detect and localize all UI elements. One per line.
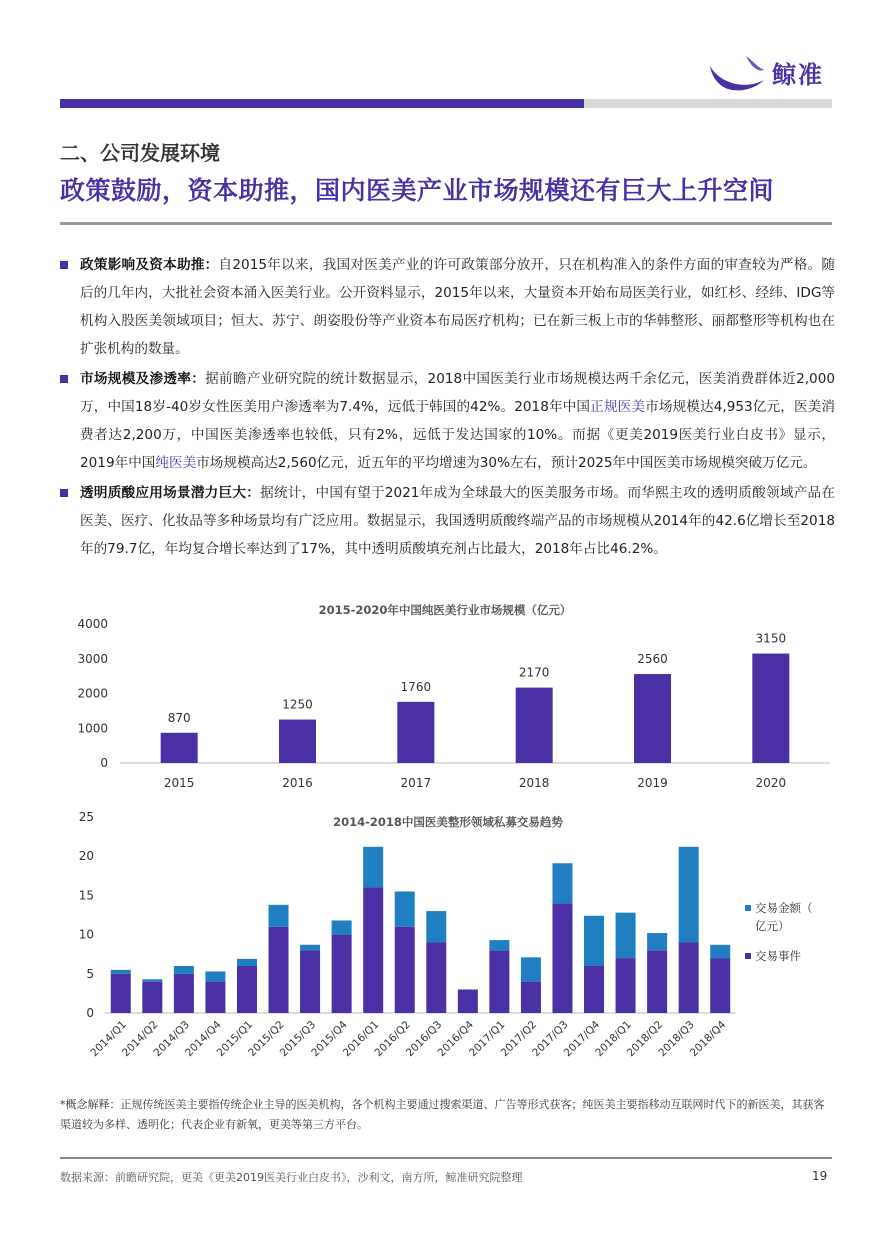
header-progress-bar bbox=[60, 99, 832, 108]
x-tick-label: 2016/Q4 bbox=[435, 1018, 476, 1060]
bar-deal-amount bbox=[395, 891, 415, 926]
bullet-square-icon bbox=[60, 375, 68, 383]
bar-deal-count bbox=[395, 927, 415, 1013]
page-headline: 政策鼓励，资本助推，国内医美产业市场规模还有巨大上升空间 bbox=[60, 176, 775, 205]
bar-deal-amount bbox=[205, 971, 225, 981]
x-tick-label: 2016/Q1 bbox=[340, 1018, 382, 1060]
x-tick-label: 2017/Q2 bbox=[498, 1018, 540, 1060]
bar-deal-amount bbox=[584, 916, 604, 966]
x-tick-label: 2017/Q4 bbox=[561, 1018, 603, 1060]
x-tick-label: 2018/Q2 bbox=[624, 1018, 666, 1060]
bar-deal-amount bbox=[521, 957, 541, 981]
bar-deal-count bbox=[616, 958, 636, 1013]
whale-icon bbox=[706, 50, 770, 94]
bar-deal-amount bbox=[552, 863, 572, 903]
bar-deal-count bbox=[300, 950, 320, 1013]
x-tick-label: 2014/Q3 bbox=[151, 1018, 192, 1060]
y-tick-label: 0 bbox=[100, 756, 108, 770]
bar-deal-count bbox=[458, 989, 478, 1013]
bar-deal-amount bbox=[489, 940, 509, 950]
x-tick-label: 2018 bbox=[518, 776, 550, 790]
bar-deal-count bbox=[174, 974, 194, 1013]
bar-deal-amount bbox=[426, 911, 446, 942]
x-tick-label: 2017/Q1 bbox=[467, 1018, 508, 1060]
bullet-text: 自2015年以来，我国对医美产业的许可政策部分放开，只在机构准入的条件方面的审查较为严格。随后的几年内，大批社会资本涌入医美行业。公开资料显示，2015年以来，大量资本开始布局医美行业，如红杉、经纬、IDG等机构入股医美领域项目；恒大、苏宁、朗姿股份等产业资本布局医疗机构；已在新三板上市的华韩整形、丽都整形等机构也在扩张机构的数量。 bbox=[80, 257, 836, 357]
legend-label-count: 交易事件 bbox=[755, 949, 801, 963]
bar-deal-amount bbox=[647, 933, 667, 950]
bar-deal-count bbox=[269, 927, 289, 1013]
bar-deal-amount bbox=[679, 847, 699, 943]
x-tick-label: 2017 bbox=[400, 776, 432, 790]
bar-deal-count bbox=[332, 935, 352, 1013]
bullet-text: 据前瞻产业研究院的统计数据显示，2018中国医美行业市场规模达两千余亿元，医美消费群体近2,000万，中国18岁-40岁女性医美用户渗透率为7.4%，远低于韩国的42%。2018年中国 bbox=[80, 371, 836, 415]
data-label: 1760 bbox=[400, 679, 432, 694]
bullet-list bbox=[60, 251, 835, 565]
bar-deal-amount bbox=[616, 913, 636, 958]
x-tick-label: 2020 bbox=[755, 776, 787, 790]
data-label: 2560 bbox=[637, 652, 668, 667]
bar bbox=[634, 674, 671, 763]
bar bbox=[279, 720, 316, 763]
y-tick-label: 10 bbox=[78, 927, 94, 942]
legend-label-amount-cont: 亿元） bbox=[755, 919, 790, 933]
bullet-market-size bbox=[60, 365, 835, 477]
y-tick-label: 25 bbox=[78, 810, 94, 824]
bar-deal-amount bbox=[111, 970, 131, 974]
bullet-text: 据统计，中国有望于2021年成为全球最大的医美服务市场。而华熙主攻的透明质酸领域产品在医美、医疗、化妆品等多种场景均有广泛应用。数据显示，我国透明质酸终端产品的市场规模从2014年的42.6亿增长至2018年的79.7亿，年均复合增长率达到了17%，其中透明质酸填充剂占比最大，2018年占比46.2%。 bbox=[80, 485, 836, 557]
bar-deal-count bbox=[363, 888, 383, 1013]
bar-deal-count bbox=[426, 942, 446, 1013]
y-tick-label: 0 bbox=[86, 1006, 94, 1020]
market-size-chart bbox=[60, 598, 835, 798]
x-tick-label: 2015 bbox=[163, 776, 195, 790]
highlight-term: 正规医美 bbox=[590, 399, 646, 415]
bar-deal-count bbox=[647, 950, 667, 1013]
bar-deal-count bbox=[552, 903, 572, 1013]
y-tick-label: 1000 bbox=[77, 721, 108, 736]
bar-deal-count bbox=[111, 974, 131, 1013]
bullet-square-icon bbox=[60, 261, 68, 269]
page-number: 19 bbox=[812, 1169, 828, 1183]
y-tick-label: 5 bbox=[86, 966, 94, 981]
bullet-hyaluronic bbox=[60, 479, 835, 563]
bar-deal-amount bbox=[300, 945, 320, 950]
bar-deal-amount bbox=[269, 905, 289, 927]
x-tick-label: 2015/Q4 bbox=[309, 1018, 350, 1060]
chart-title: 2015-2020年中国纯医美行业市场规模（亿元） bbox=[318, 603, 572, 617]
bar bbox=[161, 733, 198, 763]
bar-deal-count bbox=[584, 966, 604, 1013]
bar bbox=[516, 688, 553, 763]
legend-swatch-amount bbox=[745, 905, 751, 911]
bullet-text: 市场规模高达2,560亿元，近五年的平均增速为30%左右，预计2025年中国医美市场规模突破万亿元。 bbox=[196, 455, 817, 471]
x-tick-label: 2015/Q2 bbox=[246, 1018, 287, 1060]
data-label: 870 bbox=[167, 710, 191, 725]
bar-deal-count bbox=[489, 950, 509, 1013]
x-tick-label: 2019 bbox=[637, 776, 668, 790]
bar-deal-amount bbox=[237, 959, 257, 966]
chart-title: 2014-2018中国医美整形领域私募交易趋势 bbox=[333, 815, 563, 829]
x-tick-label: 2017/Q3 bbox=[530, 1018, 571, 1060]
x-tick-label: 2015/Q1 bbox=[214, 1018, 256, 1060]
x-tick-label: 2014/Q1 bbox=[88, 1018, 129, 1060]
footnote: *概念解释：正规传统医美主要指传统企业主导的医美机构，各个机构主要通过搜索渠道、广告等形式获客；纯医美主要指移动互联网时代下的新医美，其获客渠道较为多样、透明化；代表企业有新氧，更美等第三方平台。 bbox=[60, 1098, 825, 1131]
legend-label-amount: 交易金额（ bbox=[755, 901, 813, 915]
bar-deal-count bbox=[142, 982, 162, 1013]
x-tick-label: 2015/Q3 bbox=[277, 1018, 319, 1060]
brand-logo bbox=[706, 50, 836, 94]
legend-swatch-count bbox=[745, 953, 751, 959]
bar-deal-count bbox=[205, 982, 225, 1013]
brand-name: 鲸准 bbox=[772, 60, 824, 89]
bullet-title: 市场规模及渗透率： bbox=[80, 371, 206, 387]
bullet-title: 透明质酸应用场景潜力巨大： bbox=[80, 485, 261, 501]
highlight-term: 纯医美 bbox=[155, 455, 197, 471]
bullet-title: 政策影响及资本助推： bbox=[80, 257, 219, 273]
x-tick-label: 2016 bbox=[282, 776, 313, 790]
bullet-square-icon bbox=[60, 489, 68, 497]
y-tick-label: 3000 bbox=[77, 651, 108, 666]
bar-deal-amount bbox=[710, 945, 730, 958]
y-tick-label: 2000 bbox=[77, 686, 108, 701]
x-tick-label: 2014/Q2 bbox=[119, 1018, 161, 1060]
deal-trend-chart bbox=[60, 808, 835, 1078]
y-tick-label: 15 bbox=[78, 888, 94, 903]
bar-deal-amount bbox=[363, 847, 383, 888]
headline-divider bbox=[60, 222, 832, 225]
data-source: 数据来源：前瞻研究院，更美《更美2019医美行业白皮书》，沙利文，南方所，鲸准研究院整理 bbox=[60, 1171, 523, 1184]
footer-divider bbox=[60, 1157, 832, 1159]
y-tick-label: 20 bbox=[78, 849, 94, 864]
bar-deal-amount bbox=[142, 979, 162, 981]
bar-deal-count bbox=[237, 966, 257, 1013]
data-label: 1250 bbox=[282, 697, 313, 712]
bar-deal-count bbox=[679, 942, 699, 1013]
bar-deal-amount bbox=[332, 920, 352, 934]
bar bbox=[752, 654, 789, 763]
data-label: 2170 bbox=[518, 665, 550, 680]
bar-deal-amount bbox=[174, 966, 194, 974]
x-tick-label: 2014/Q4 bbox=[183, 1018, 224, 1060]
x-tick-label: 2018/Q4 bbox=[687, 1018, 729, 1060]
x-tick-label: 2016/Q2 bbox=[372, 1018, 413, 1060]
bullet-text: 市场规模达4,953亿元，医美消费者达2,200万，中国医美渗透率也较低，只有2%，远低于发达国家的10%。而据《更美2019医美行业白皮书》显示，2019年中国 bbox=[80, 399, 836, 471]
bar-deal-count bbox=[710, 958, 730, 1013]
bar bbox=[397, 702, 434, 763]
y-tick-label: 4000 bbox=[77, 617, 108, 631]
x-tick-label: 2016/Q3 bbox=[403, 1018, 445, 1060]
data-label: 3150 bbox=[755, 631, 787, 646]
section-title: 二、公司发展环境 bbox=[60, 141, 220, 165]
x-tick-label: 2018/Q1 bbox=[593, 1018, 634, 1060]
bullet-policy bbox=[60, 251, 835, 363]
x-tick-label: 2018/Q3 bbox=[656, 1018, 697, 1060]
bar-deal-count bbox=[521, 982, 541, 1013]
